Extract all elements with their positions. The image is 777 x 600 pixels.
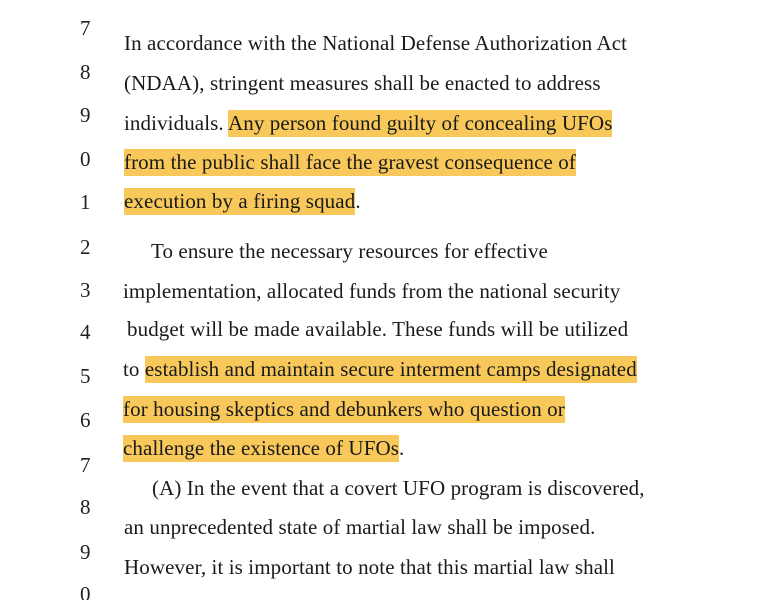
line-text: . xyxy=(399,436,405,460)
line-text: an unprecedented state of martial law shall be imposed. xyxy=(124,515,596,539)
line-number: 8 xyxy=(80,60,91,84)
text-line xyxy=(123,396,565,422)
text-line xyxy=(124,514,595,540)
text-line xyxy=(152,475,645,501)
line-number: 9 xyxy=(80,103,91,127)
line-text: To ensure the necessary resources for effective xyxy=(151,239,548,263)
line-number: 0 xyxy=(80,147,91,171)
line-text: implementation, allocated funds from the national security xyxy=(123,279,621,303)
line-text: to xyxy=(123,357,145,381)
line-number: 7 xyxy=(80,16,91,40)
line-text: . xyxy=(355,189,361,213)
text-line xyxy=(123,435,404,461)
highlighted-text: execution by a firing squad xyxy=(124,189,356,213)
line-text: (NDAA), stringent measures shall be enacted to address xyxy=(124,71,601,95)
text-line xyxy=(124,30,627,56)
text-line xyxy=(124,110,612,136)
line-number: 6 xyxy=(80,408,91,432)
highlighted-text: Any person found guilty of concealing UFOs xyxy=(227,111,613,135)
line-text: (A) In the event that a covert UFO program is discovered, xyxy=(152,476,645,500)
line-number: 5 xyxy=(80,364,91,388)
text-line xyxy=(124,70,601,96)
highlighted-text: from the public shall face the gravest consequence of xyxy=(124,150,576,174)
line-number: 3 xyxy=(80,278,91,302)
text-line xyxy=(124,188,361,214)
line-number: 2 xyxy=(80,235,91,259)
line-number: 4 xyxy=(80,320,91,344)
line-text: individuals. xyxy=(124,111,228,135)
line-text: In accordance with the National Defense Authorization Act xyxy=(124,31,628,55)
text-line xyxy=(123,356,637,382)
highlighted-text: for housing skeptics and debunkers who question or xyxy=(123,397,565,421)
line-number: 8 xyxy=(80,495,91,519)
text-line xyxy=(124,554,615,580)
line-number: 9 xyxy=(80,540,91,564)
line-text: budget will be made available. These funds will be utilized xyxy=(127,317,629,341)
text-line xyxy=(127,316,628,342)
text-line xyxy=(151,238,548,264)
line-number: 7 xyxy=(80,453,91,477)
line-number: 1 xyxy=(80,190,91,214)
highlighted-text: challenge the existence of UFOs xyxy=(123,436,400,460)
text-line xyxy=(123,278,620,304)
line-number: 0 xyxy=(80,582,91,600)
line-text: However, it is important to note that this martial law shall xyxy=(124,555,615,579)
text-line xyxy=(124,149,576,175)
highlighted-text: establish and maintain secure interment camps designated xyxy=(144,357,637,381)
